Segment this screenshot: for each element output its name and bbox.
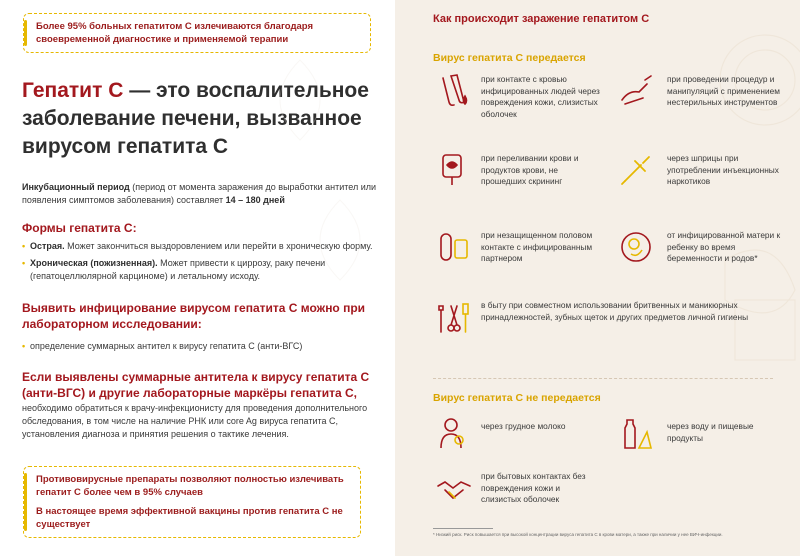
callout-bottom-text-2: В настоящее время эффективной вакцины против гепатита С не существует bbox=[36, 506, 343, 530]
razor-tools-icon bbox=[435, 298, 473, 336]
transmitted-item-5: при незащищенном половом контакте с инфицированным партнером bbox=[481, 230, 593, 263]
detect-item: • определение суммарных антител к вирусу гепатита С (анти-ВГС) bbox=[22, 340, 382, 353]
transmitted-item-6: от инфицированной матери к ребенку во время беременности и родов* bbox=[667, 230, 781, 263]
transmitted-item-3: при переливании крови и продуктов крови, не прошедших скрининг bbox=[481, 153, 579, 186]
manicure-hand-icon bbox=[617, 72, 655, 110]
form-chronic-text: Может привести к циррозу, раку печени (гепатоцеллюлярной карциноме) и летальному исходу. bbox=[30, 258, 326, 281]
condom-icon bbox=[435, 228, 473, 266]
detect-heading: Выявить инфицирование вирусом гепатита С можно при лабораторном исследовании: bbox=[22, 301, 366, 331]
blood-tubes-icon bbox=[435, 72, 473, 110]
right-title: Как происходит заражение гепатитом С bbox=[433, 13, 650, 25]
blood-transfusion-icon bbox=[435, 151, 473, 189]
transmitted-item-1: при контакте с кровью инфицированных людей через повреждения кожи, слизистых оболочек bbox=[481, 74, 600, 119]
title-rest: — это воспалительное заболевание печени, вызванное вирусом гепатита С bbox=[22, 79, 369, 158]
if-heading: Если выявлены суммарные антитела к вирусу гепатита С (анти-ВГС) и другие лабораторные маркёры гепатита С, bbox=[22, 370, 370, 400]
not-transmitted-heading: Вирус гепатита С не передается bbox=[433, 392, 601, 404]
transmitted-item-7: в быту при совместном использовании бритвенных и маникюрных принадлежностей, зубных щеток и других предметов личной гигиены bbox=[481, 300, 749, 322]
fetus-icon bbox=[617, 228, 655, 266]
section-divider bbox=[433, 378, 773, 379]
forms-heading: Формы гепатита С: bbox=[22, 221, 137, 235]
form-chronic-label: Хроническая (пожизненная). bbox=[30, 258, 158, 268]
water-food-icon bbox=[617, 414, 655, 452]
footnote: * Низкий риск. Риск повышается при высокой концентрации вируса гепатита С в крови матери, а также при наличии у нее ВИЧ-инфекции. bbox=[433, 532, 723, 537]
incubation-text: (период от момента заражения до выработки антител или появления симптомов заболевания) составляет bbox=[22, 182, 377, 205]
syringe-icon bbox=[617, 151, 655, 189]
handshake-icon bbox=[435, 470, 473, 508]
not-transmitted-item-3: при бытовых контактах без повреждения кожи и слизистых оболочек bbox=[481, 471, 586, 504]
callout-top-text: Более 95% больных гепатитом С излечиваются благодаря своевременной диагностике и применяемой терапии bbox=[36, 21, 313, 45]
callout-bottom-text-1: Противовирусные препараты позволяют полностью излечивать гепатит С более чем в 95% случаев bbox=[36, 474, 344, 498]
if-text: необходимо обратиться к врачу-инфекционисту для проведения дополнительного обследования, в том числе на наличие РНК или core Ag вируса гепатита С, установления диагноза и принятия решения о тактике лечения. bbox=[22, 403, 368, 439]
title-accent: Гепатит С bbox=[22, 79, 124, 102]
transmitted-heading: Вирус гепатита С передается bbox=[433, 52, 586, 64]
decorative-pattern bbox=[0, 0, 395, 556]
form-acute-label: Острая. bbox=[30, 241, 65, 251]
not-transmitted-item-1: через грудное молоко bbox=[481, 421, 566, 431]
transmitted-item-2: при проведении процедур и манипуляций с применением нестерильных инструментов bbox=[667, 74, 780, 107]
form-acute-text: Может закончиться выздоровлением или перейти в хроническую форму. bbox=[64, 241, 373, 251]
breastfeeding-icon bbox=[435, 414, 473, 452]
left-panel bbox=[0, 0, 395, 556]
incubation-label: Инкубационный период bbox=[22, 182, 130, 192]
footnote-rule bbox=[433, 528, 493, 529]
transmitted-item-4: через шприцы при употреблении инъекционных наркотиков bbox=[667, 153, 779, 186]
incubation-value: 14 – 180 дней bbox=[225, 195, 285, 205]
not-transmitted-item-2: через воду и пищевые продукты bbox=[667, 421, 754, 443]
